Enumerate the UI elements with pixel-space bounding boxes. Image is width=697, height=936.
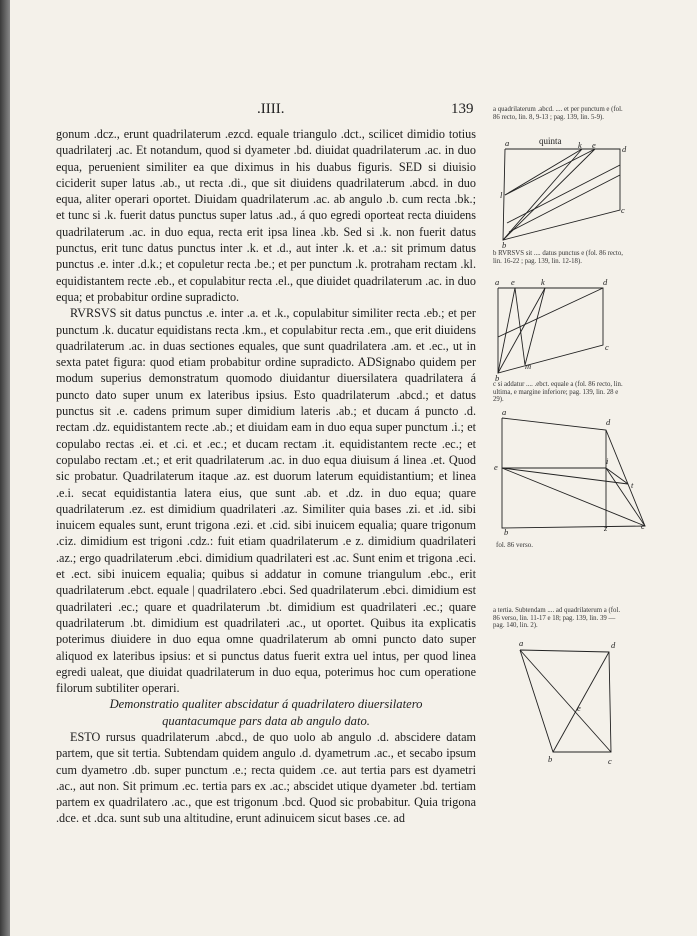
- fig3-label-i: i: [606, 456, 609, 466]
- fig3-label-d: d: [606, 417, 611, 427]
- fig3-label-e: e: [494, 462, 498, 472]
- fig2-label-a: a: [495, 277, 500, 287]
- book-gutter: [0, 0, 10, 936]
- fig3-label-a: a: [502, 407, 507, 417]
- fig4-label-c: c: [608, 756, 612, 766]
- fig4-label-d: d: [611, 640, 616, 650]
- figure-seventh-caption: fol. 86 verso.: [496, 541, 533, 549]
- fig2-label-e: e: [511, 277, 515, 287]
- fig2-label-b: b: [495, 373, 500, 383]
- fig1-label-b: b: [502, 240, 507, 250]
- page-number: 139: [451, 101, 474, 117]
- fig1-line-aux2: [509, 175, 620, 232]
- margin-note-3: c si addatur .... .ebct. equale a (fol. 86 recto, lin. ultima, e margine inferiore; pag. 139, lin. 28 e 29).: [493, 381, 623, 404]
- section-heading-line-1: Demonstratio qualiter abscidatur á quadrilatero diuersilatero: [109, 697, 423, 712]
- paragraph-2: RVRSVS sit datus punctus .e. inter .a. et .k., copulabitur similiter recta .eb.; et per punctum .k. ducatur equidistans recta .km., et copulabitur recta .em., que erit diuidens quadrilaterum .ac. in duas sectiones equales, que sunt quadrilatera .am. et .ec., ut in sexta patet figura: quod etiam probabitur ordine supradicto. ADSignabo quidem per modum superius demonstratum quomodo diuidantur diuersilatera quadrilatera á puncto dato super unum ex lateribus ipsius. Esto quadrilaterum .abcd.; et datus punctus sit .e. cadens primum super dimidium lateris .ab.; et ducam á puncto .d. rectam .dz. equidistantem recte .ab.; et diuidam eam in duo equa super punctum .i.; et copulabo rectas .ei. et .ci. et .ec.; et ducam rectam .it. equidistantem recte .ec.; et copulabo rectam .et.; et erit quadrilaterum .ac. in duo equa diuisum á linea .et. Quod sic probatur. Quadrilaterum itaque .az. est duorum laterum equidistantium; et linea .e.i. secat equidistantia latera eius, que sunt .ab. et .dz. in duo equa; quare quadrilaterum .ez. est dimidium quadrilateri .az. Similiter quia bases .zi. et .id. sibi inuicem equales sunt, erunt trigona .ezi. et .cid. sibi inuicem equalia; quare trigonum .ciz. dimidium est trigoni .cdz.: fuit etiam quadrilaterum .e z. dimidium quadrilateri .az.; ergo quadrilaterum .ebci. dimidium quadrilateri est .ac. Sunt enim et trigona .eci. et .ect. sibi inuicem equalia; quibus si addatur in comune triangulum .ebc., erit quadrilaterum .ebct. equale | quadrilatero .ebci. Sed quadrilaterum .ebci. dimidium est quadrilateri .ec.; quare et quadrilaterum .bt. dimidium est quadrilateri .ec.; quare quadrilaterum .bt. dimidium est quadrilateri .ac., ut oportet. Quibus ita explicatis poterimus diuidere in duo equa omne quadrilaterum ab omni puncto dato super aliquod ex lateribus ipsius: et si punctus datus fuerit extra uel intus, per quod linea egredi ualeat, que diuidat quadrilaterum in duo equa, poterimus hoc cum operatione filorum subtiliter operari.: [56, 306, 476, 696]
- margin-note-1: a quadrilaterum .abcd. .... et per punctum e (fol. 86 recto, lin. 8, 9-13 ; pag. 139, lin. 5-9).: [493, 106, 623, 121]
- fig3-line-ic: [606, 468, 645, 526]
- fig2-label-m: m: [525, 361, 532, 371]
- fig4-label-a: a: [519, 638, 524, 648]
- margin-note-2: b RVRSVS sit .... datus punctus e (fol. 86 recto, lin. 16-22 ; pag. 139, lin. 12-18).: [493, 250, 623, 265]
- figure-seventh: [493, 408, 653, 543]
- fig4-label-e: e: [577, 703, 581, 713]
- figure-sixth: [493, 277, 643, 382]
- fig3-label-c: c: [641, 521, 645, 531]
- paragraph-3: ESTO rursus quadrilaterum .abcd., de quo uolo ab angulo .d. abscidere datam partem, que sit tertia. Subtendam quidem angulo .d. dyametrum .ac., et secabo ipsum cum dyametro .db. super punctum .e.; recta quidem .ce. aut tertia pars est dyametri .ac., aut non. Sit primum .ec. tertia pars ex .ac.; abscidet utique dyameter .bd. tertiam partem ex quadrilatero .ac., que est trigonum .bcd. Quod sic probabitur. Quia trigona .dce. et .dca. sunt sub una altitudine, erunt adinuicem sicut bases .ce. ad: [56, 729, 476, 826]
- fig1-label-d: d: [622, 144, 627, 154]
- fig1-label-k: k: [578, 140, 582, 150]
- fig2-label-k: k: [541, 277, 545, 287]
- fig2-line-bk: [498, 288, 545, 373]
- fig4-diameter-ac: [520, 650, 611, 752]
- fig3-label-b: b: [504, 527, 509, 537]
- fig4-label-b: b: [548, 754, 553, 764]
- fig2-line-km: [525, 288, 545, 365]
- fig1-label-l: l: [500, 190, 503, 200]
- margin-note-4: a tertia. Subtendam .... ad quadrilaterum a (fol. 86 verso, lin. 11-17 e 18; pag. 139, lin. 39 — pag. 140, lin. 2).: [493, 607, 621, 630]
- fig3-quadrilateral: [502, 418, 645, 528]
- fig1-line-bk: [503, 149, 582, 240]
- fig1-label-a: a: [505, 138, 510, 148]
- paragraph-1: gonum .dcz., erunt quadrilaterum .ezcd. equale triangulo .dct., scilicet dimidio totius quadrilaterj .ac. Et notandum, quod si dyameter .bd. diuidat quadrilaterum .ac. in duo equa, peruenient similiter ea que diximus in his duabus figuris. SED si diuisio ciciderit super latus .ab., ut recta .di., que sit diuidens quadrilaterum .abcd. in duo equa, aliter operari oportet. Diuidam quadrilaterum .ac. ab angulo .b. cum recta .bk.; et tunc si .k. fuerit datus punctus super latus .ad., á quo egredi oporteat recta diuidens quadrilaterum .ac. in duo equa, recta erit ipsa linea .kb. Sed si .k. non fuerit datus punctus, erit tunc datus punctus inter .k. et .d., aut inter .k. et .a.: sit primum datus punctus .e. inter .d.k.; et copuletur recta .be.; et per punctum .k. protraham rectam .kl. equidistantem recte .eb., et copulabitur recta .el., que diuidet quadrilaterum .ac. in duo equa; et probabitur ordine supradicto.: [56, 127, 476, 304]
- chapter-number: .IIII.: [257, 101, 285, 117]
- figure-quinta-caption: quinta: [539, 136, 562, 146]
- fig3-label-t: t: [631, 480, 634, 490]
- fig2-label-c: c: [605, 342, 609, 352]
- fig1-line-el: [505, 149, 595, 195]
- figure-eighth: [515, 638, 625, 768]
- section-heading-line-2: quantacumque pars data ab angulo dato.: [162, 713, 370, 728]
- fig3-label-z: z: [604, 523, 608, 533]
- main-text: [56, 126, 476, 827]
- fig2-label-d: d: [603, 277, 608, 287]
- fig1-label-c: c: [621, 205, 625, 215]
- fig1-label-e: e: [592, 140, 596, 150]
- fig1-line-kl: [505, 149, 582, 195]
- fig4-diameter-db: [553, 652, 609, 752]
- fig2-quadrilateral: [498, 288, 603, 373]
- figure-quinta: [495, 135, 645, 250]
